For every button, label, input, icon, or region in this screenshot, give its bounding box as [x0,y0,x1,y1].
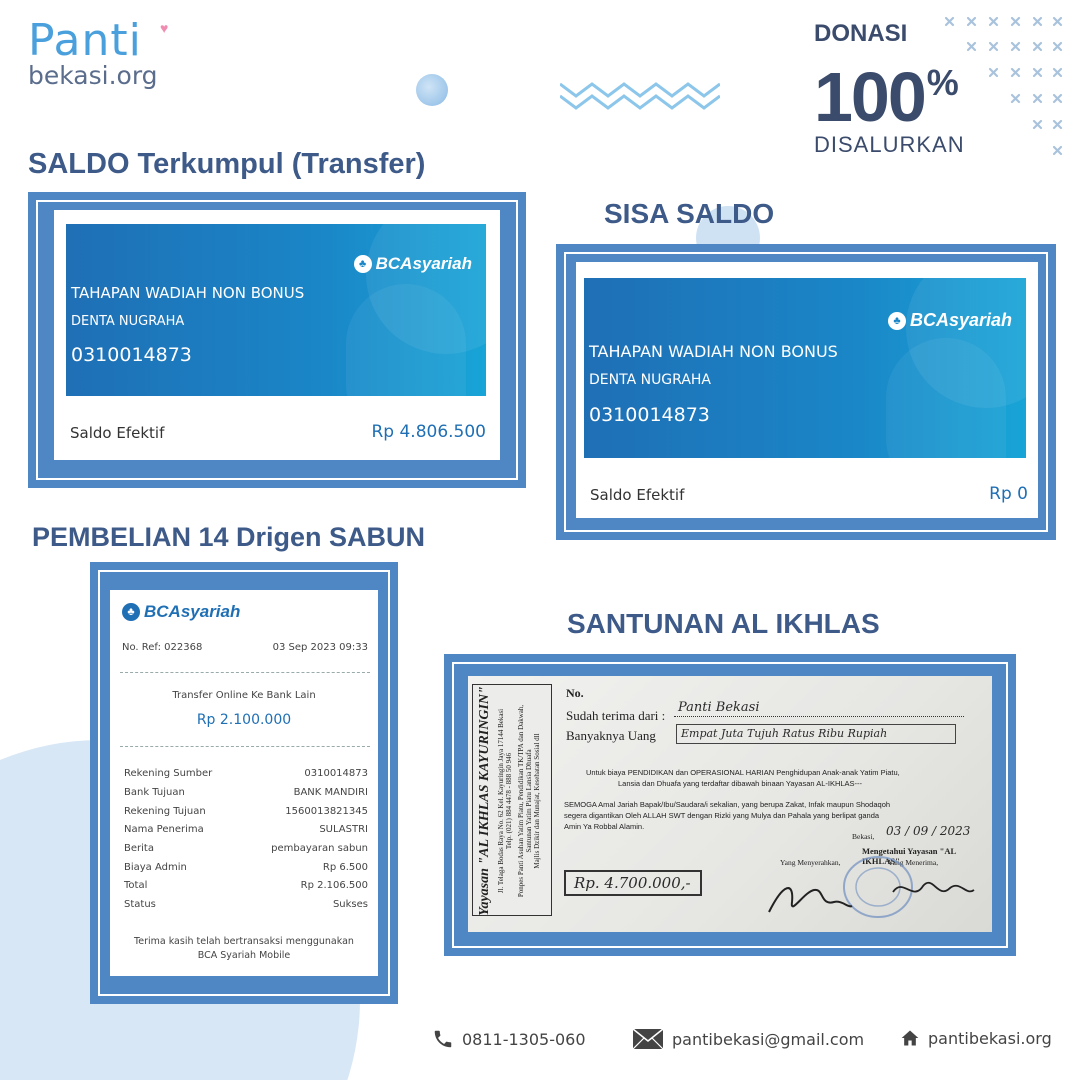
bca-syariah-logo [122,602,240,622]
receipt-no-label: No. [566,686,584,700]
phone-icon [432,1028,454,1050]
foundation-program: Ponpes Panti Asuhan Yatim Piatu, Pendidikan TK/TPA dan Dakwah, [517,704,525,898]
footer-phone[interactable] [432,1028,586,1050]
heading-pembelian: PEMBELIAN 14 Drigen SABUN [32,522,426,552]
thank-you-line: BCA Syariah Mobile [197,950,291,961]
saldo-efektif-label: Saldo Efektif [590,486,685,504]
account-number: 0310014873 [589,404,710,426]
transaction-title: Transfer Online Ke Bank Lain [172,690,316,701]
footer-website[interactable] [900,1028,1052,1048]
detail-value: SULASTRI [319,824,368,835]
bca-mark-icon: ♣ [354,255,372,273]
panti-bekasi-logo[interactable] [28,15,169,90]
bca-syariah-logo [888,310,1012,331]
detail-label: Berita [124,843,154,854]
bca-mark-icon: ♣ [122,603,140,621]
foundation-program: Santunan Yatim Piatu Lansia Dhuafa [525,749,533,853]
saldo-efektif-label: Saldo Efektif [70,424,165,442]
divider [120,746,370,747]
saldo-efektif-value: Rp 4.806.500 [371,422,486,442]
phone-number: 0811-1305-060 [462,1029,586,1049]
transaction-datetime: 03 Sep 2023 09:33 [272,642,368,653]
account-screenshot [576,262,1038,518]
amount-words-label: Banyaknya Uang [566,728,656,743]
account-number: 0310014873 [71,344,192,366]
detail-value: Sukses [332,899,368,910]
bca-syariah-logo [354,254,472,274]
product-name: TAHAPAN WADIAH NON BONUS [589,342,838,361]
receipt-panel [90,562,398,1004]
purpose-text: Untuk biaya PENDIDIKAN dan OPERASIONAL HARIAN Penghidupan Anak-anak Yatim Piatu, [586,768,900,777]
card-decoration [346,284,466,396]
heart-icon: ♥ [160,20,169,36]
amount-words-value: Empat Juta Tujuh Ratus Ribu Rupiah [676,724,956,744]
foundation-address: Jl. Telaga Bodas Raya No. 62 Kel. Kayuringin Jaya 17144 Bekasi [497,708,505,894]
detail-label: Status [124,899,156,910]
transfer-receipt [110,590,378,976]
product-name: TAHAPAN WADIAH NON BONUS [71,284,305,302]
dotted-line [674,716,964,717]
home-icon [900,1028,920,1048]
account-holder: DENTA NUGRAHA [71,314,185,329]
card-decoration [886,338,1006,458]
bca-logo-text: BCAsyariah [909,310,1012,330]
detail-label: Nama Penerima [124,824,204,835]
receiver-signature-icon [888,872,978,912]
received-from-value: Panti Bekasi [678,700,760,715]
logo-domain: bekasi.org [28,61,158,90]
detail-label: Biaya Admin [124,862,187,873]
foundation-phone: Telp. (021) 884 4478 - 888 50 946 [505,752,513,850]
detail-value: BANK MANDIRI [293,787,368,798]
foundation-vertical-text [473,685,553,917]
amount-box: Rp. 4.700.000,- [564,870,702,896]
transaction-amount: Rp 2.100.000 [196,712,292,728]
giver-label: Yang Menyerahkan, [780,858,841,867]
detail-value: pembayaran sabun [271,843,368,854]
sisa-saldo-panel [556,244,1056,540]
foundation-program: Majlis Dzikir dan Munajat, Kesehatan Sosial dll [533,733,541,869]
city-label: Bekasi, [852,832,875,841]
bank-account-card [584,278,1026,458]
detail-label: Bank Tujuan [124,787,185,798]
disalurkan-label: DISALURKAN [814,132,965,157]
detail-value: 0310014873 [304,768,368,779]
account-holder: DENTA NUGRAHA [589,372,712,388]
decor-bubble [416,74,448,106]
saldo-terkumpul-panel [28,192,526,488]
giver-signature-icon [764,872,854,922]
heading-saldo-terkumpul: SALDO Terkumpul (Transfer) [28,148,426,180]
purpose-text: Lansia dan Dhuafa yang terdaftar dibawah binaan Yayasan AL-IKHLAS--- [618,779,863,788]
donasi-percent [814,48,984,136]
thank-you-line: Terima kasih telah bertransaksi menggunakan [134,936,354,947]
saldo-efektif-value: Rp 0 [989,484,1028,504]
donasi-label: DONASI [814,20,908,47]
bca-logo-text: BCAsyariah [144,602,241,621]
divider [120,672,370,673]
received-from-label: Sudah terima dari : [566,708,666,723]
receiver-label: Yang Menerima, [888,858,939,867]
prayer-text: SEMOGA Amal Jariah Bapak/Ibu/Saudara/i sekalian, yang berupa Zakat, Infak maupun Shodaqoh [564,800,891,809]
acknowledged-label: Mengetahui Yayasan "AL IKHLAS" [862,846,956,866]
receipt-date: 03 / 09 / 2023 [886,824,971,838]
heading-santunan: SANTUNAN AL IKHLAS [567,608,880,639]
foundation-stamp-column [472,684,552,916]
bank-account-card [66,224,486,396]
detail-value: Rp 6.500 [322,862,368,873]
donasi-percent-value: 100 [814,58,925,136]
heading-sisa-saldo: SISA SALDO [604,198,775,229]
foundation-name: Yayasan "AL IKHLAS KAYURINGIN" [477,686,492,916]
logo-wordmark: Panti [28,15,142,66]
email-address: pantibekasi@gmail.com [672,1029,865,1049]
prayer-text: Amin Ya Robbal Alamin. [564,822,645,831]
footer-email[interactable] [632,1028,864,1050]
donasi-badge [814,20,984,158]
donation-receipt-photo [468,676,992,932]
account-screenshot [54,210,500,460]
donasi-percent-sign: % [926,62,957,103]
detail-label: Total [124,880,148,891]
reference-number: No. Ref: 022368 [122,642,203,653]
prayer-text: segera digantikan Oleh ALLAH SWT dengan Rizki yang Mulya dan Pahala yang berlipat ganda [564,811,880,820]
detail-label: Rekening Sumber [124,768,213,779]
zigzag-decoration [560,74,720,118]
bca-mark-icon: ♣ [888,312,906,330]
detail-value: Rp 2.106.500 [300,880,368,891]
detail-label: Rekening Tujuan [124,806,206,817]
bca-logo-text: BCAsyariah [375,254,472,273]
detail-value: 1560013821345 [285,806,368,817]
website-url: pantibekasi.org [928,1028,1052,1048]
email-icon [632,1028,664,1050]
